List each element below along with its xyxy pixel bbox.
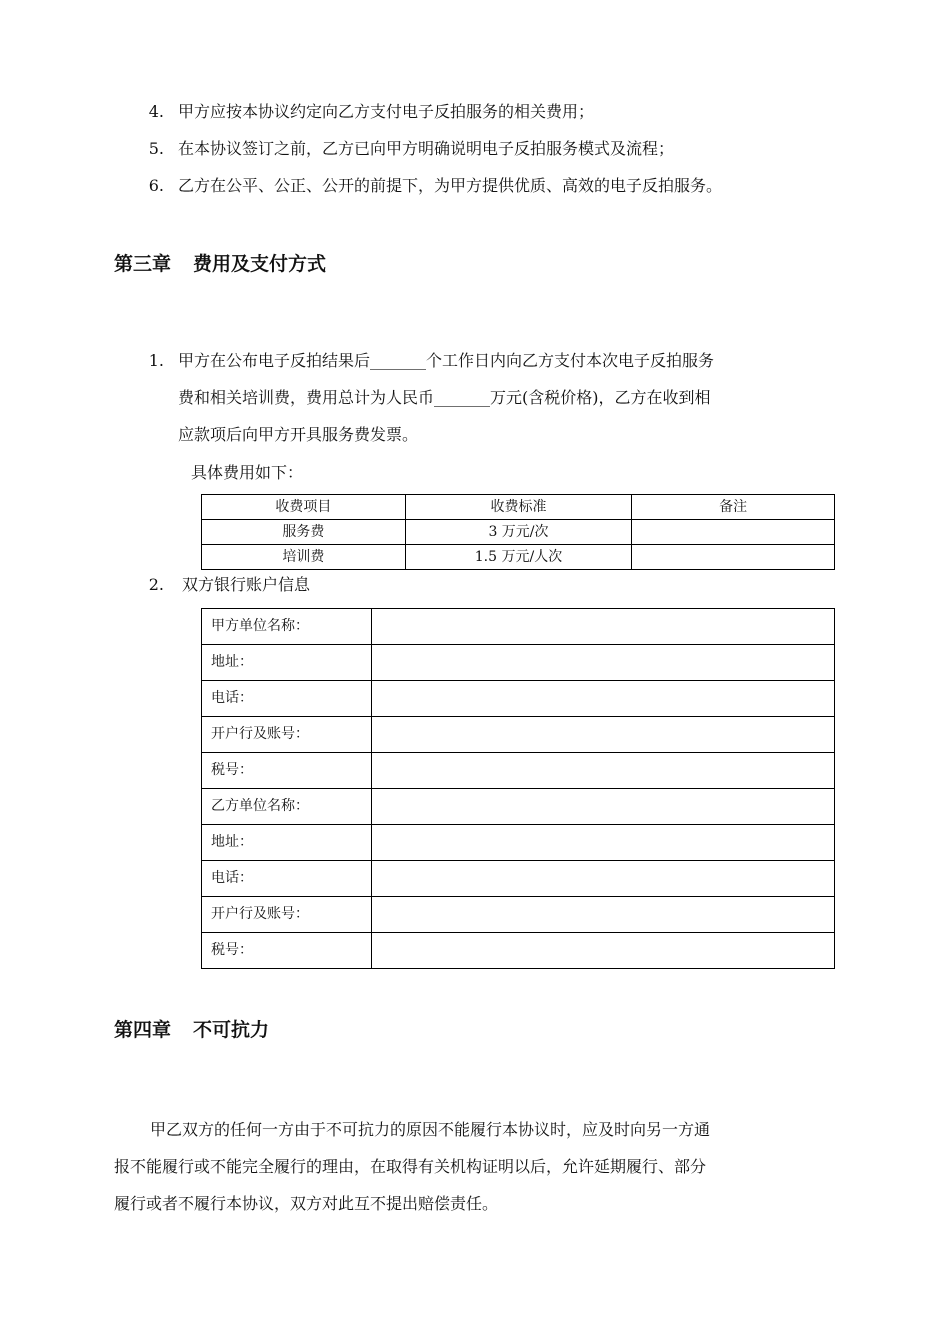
field-label: 地址： (202, 825, 372, 861)
list-number: 4. (148, 102, 164, 121)
fee-table (201, 494, 835, 570)
table-cell (632, 520, 835, 545)
list-number: 2. (148, 575, 164, 594)
field-value[interactable] (371, 825, 834, 861)
table-cell: 服务费 (202, 520, 406, 545)
table-row (202, 861, 835, 897)
paragraph-line: 甲乙双方的任何一方由于不可抗力的原因不能履行本协议时，应及时向另一方通 (150, 1120, 711, 1139)
chapter-heading (114, 252, 326, 276)
table-row (202, 897, 835, 933)
list-text: 甲方应按本协议约定向乙方支付电子反拍服务的相关费用； (178, 102, 595, 121)
table-header-cell: 收费项目 (202, 495, 406, 520)
field-label: 税号： (202, 753, 372, 789)
field-value[interactable] (371, 789, 834, 825)
list-text-line: 费和相关培训费，费用总计为人民币_______万元(含税价格)，乙方在收到相 (178, 388, 711, 407)
table-row (202, 933, 835, 969)
list-text: 在本协议签订之前，乙方已向甲方明确说明电子反拍服务模式及流程； (178, 139, 675, 158)
table-row (202, 545, 835, 570)
field-value[interactable] (371, 753, 834, 789)
list-number: 1. (148, 351, 164, 370)
chapter-number: 第三章 (114, 253, 172, 275)
list-text-line: 应款项后向甲方开具服务费发票。 (178, 425, 419, 444)
list-text: 乙方在公平、公正、公开的前提下，为甲方提供优质、高效的电子反拍服务。 (178, 176, 723, 195)
chapter-title: 不可抗力 (193, 1019, 270, 1041)
field-label: 甲方单位名称： (202, 609, 372, 645)
chapter-title: 费用及支付方式 (193, 253, 327, 275)
field-value[interactable] (371, 717, 834, 753)
table-row (202, 609, 835, 645)
chapter-number: 第四章 (114, 1019, 172, 1041)
list-number: 5. (148, 139, 164, 158)
table-cell (632, 545, 835, 570)
table-header-row (202, 495, 835, 520)
list-item (142, 350, 842, 444)
fee-detail-label: 具体费用如下： (191, 463, 304, 482)
field-label: 地址： (202, 645, 372, 681)
table-row (202, 789, 835, 825)
list-text: 双方银行账户信息 (182, 575, 311, 594)
field-label: 电话： (202, 681, 372, 717)
list-text-line: 甲方在公布电子反拍结果后_______个工作日内向乙方支付本次电子反拍服务 (178, 351, 715, 370)
field-value[interactable] (371, 861, 834, 897)
table-cell: 培训费 (202, 545, 406, 570)
table-row (202, 681, 835, 717)
field-label: 开户行及账号： (202, 897, 372, 933)
field-label: 开户行及账号： (202, 717, 372, 753)
field-value[interactable] (371, 933, 834, 969)
table-row (202, 753, 835, 789)
table-row (202, 825, 835, 861)
table-row (202, 717, 835, 753)
field-value[interactable] (371, 609, 834, 645)
bank-account-table (201, 608, 835, 969)
paragraph-line: 履行或者不履行本协议，双方对此互不提出赔偿责任。 (114, 1194, 499, 1213)
list-number: 6. (148, 176, 164, 195)
chapter-heading (114, 1018, 269, 1042)
field-label: 税号： (202, 933, 372, 969)
field-value[interactable] (371, 897, 834, 933)
paragraph-line: 报不能履行或不能完全履行的理由，在取得有关机构证明以后，允许延期履行、部分 (114, 1157, 707, 1176)
field-label: 电话： (202, 861, 372, 897)
field-value[interactable] (371, 645, 834, 681)
table-cell: 3 万元/次 (405, 520, 632, 545)
field-value[interactable] (371, 681, 834, 717)
table-cell: 1.5 万元/人次 (405, 545, 632, 570)
table-header-cell: 备注 (632, 495, 835, 520)
field-label: 乙方单位名称： (202, 789, 372, 825)
table-header-cell: 收费标准 (405, 495, 632, 520)
table-row (202, 520, 835, 545)
table-row (202, 645, 835, 681)
